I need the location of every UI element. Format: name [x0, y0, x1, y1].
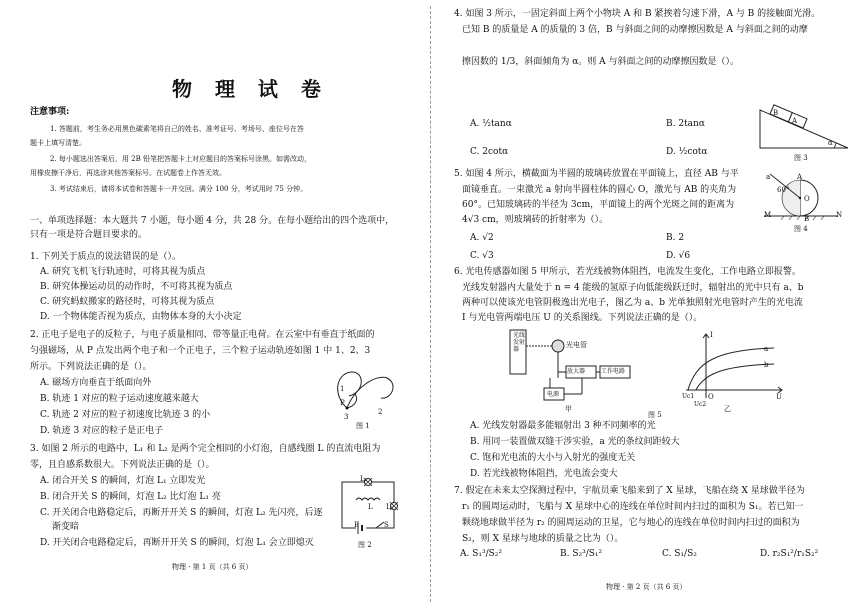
fig1-track-3: 3 [344, 413, 349, 421]
q7-option-a: A. S₁³/S₂² [460, 549, 503, 559]
q6-option-d: D. 若光线被物体阻挡，光电流会变大 [470, 469, 618, 479]
q7-stem: 7. 假定在未来太空探测过程中，宇航员乘飞船来到了 X 星球，飞船在绕 X 星球做半径为 [454, 486, 805, 496]
q3-option-c: C. 开关闭合电路稳定后，再断开开关 S 的瞬间，灯泡 L₂ 先闪亮，后逐 [40, 508, 323, 518]
fig5-sub-yi: 乙 [724, 405, 731, 413]
q5-option-b: B. 2 [666, 233, 685, 243]
q3-stem: 零，且自感系数很大。下列说法正确的是（）。 [30, 460, 215, 470]
q5-stem: 5. 如图 4 所示，横截面为半圆的玻璃砖放置在平面镜上，直径 AB 与平 [454, 169, 739, 179]
q4-stem: 擦因数的 1/3，斜面倾角为 α。则 A 与斜面之间的动摩擦因数是（）。 [462, 57, 740, 67]
fig2-label-s: S [384, 521, 389, 529]
graph-axis-i: I [710, 331, 713, 339]
fig5-workcircuit-label: 工作电路 [601, 368, 626, 375]
q6-stem: 两种可以使该光电管阴极逸出光电子，图乙为 a、b 光单独照射光电管时产生的光电流 [462, 298, 803, 308]
note-line: 2. 每小题选出答案后，用 2B 铅笔把答题卡上对应题目的答案标号涂黑。如需改动， [50, 155, 311, 163]
q7-option-d: D. r₂S₁²/r₁S₂² [760, 549, 819, 559]
graph-curve-b: b [764, 361, 769, 369]
fig5-power-label: 电源 [547, 391, 560, 398]
fig4-label-B: B [804, 215, 810, 223]
q5-option-d: D. √6 [666, 251, 691, 261]
exam-title: 物 理 试 卷 [172, 77, 329, 101]
q2-stem: 2. 正电子是电子的反粒子，与电子质量相同、带等量正电荷。在云室中有垂直于纸面的 [30, 330, 375, 340]
q2-option-d: D. 轨迹 3 对应的粒子是正电子 [40, 426, 164, 436]
q5-option-a: A. √2 [470, 233, 494, 243]
fig3-caption: 图 3 [794, 154, 808, 162]
page-2 [430, 0, 860, 608]
graph-uc1: Uc1 [682, 393, 695, 400]
q4-stem: 4. 如图 3 所示，一固定斜面上两个小物块 A 和 B 紧挨着匀速下滑，A 与 B 的接触面光滑。 [454, 9, 821, 19]
section-heading: 一、单项选择题：本大题共 7 小题，每小题 4 分，共 28 分。在每小题给出的四个选项中， [30, 216, 395, 226]
q4-option-a: A. ½tanα [470, 119, 512, 129]
q5-stem: 4√3 cm，则玻璃砖的折射率为（）。 [462, 215, 609, 225]
note-line: 1. 答题前，考生务必用黑色碳素笔将自己的姓名、准考证号、考场号、座位号在答 [50, 125, 304, 133]
note-line: 用橡皮擦干净后，再选涂其他答案标号。在试题卷上作答无效。 [30, 169, 226, 177]
q4-stem: 已知 B 的质量是 A 的质量的 3 倍，B 与斜面之间的动摩擦因数是 A 与斜面之间的动摩 [462, 25, 808, 35]
q3-option-b: B. 闭合开关 S 的瞬间，灯泡 L₂ 比灯泡 L₁ 亮 [40, 492, 221, 502]
q6-option-c: C. 饱和光电流的大小与入射光的强度无关 [470, 453, 636, 463]
q7-stem: r₁ 的圆周运动时，飞船与 X 星球中心的连线在单位时间内扫过的面积为 S₁。若已知一 [462, 502, 804, 512]
q2-option-a: A. 磁场方向垂直于纸面向外 [40, 378, 152, 388]
fig4-caption: 图 4 [794, 225, 808, 233]
q3-stem: 3. 如图 2 所示的电路中，L₁ 和 L₂ 是两个完全相同的小灯泡，自感线圈 L 的直流电阻为 [30, 444, 381, 454]
fig2-label-l: L [368, 503, 373, 511]
q2-option-c: C. 轨迹 2 对应的粒子初速度比轨迹 3 的小 [40, 410, 211, 420]
q1-option-d: D. 一个物体能否视为质点，由物体本身的大小决定 [40, 312, 242, 322]
fig4-label-angle: 60° [777, 186, 790, 194]
q4-option-c: C. 2cotα [470, 147, 509, 157]
q6-option-a: A. 光线发射器最多能辐射出 3 种不同频率的光 [470, 421, 656, 431]
fig4-label-N: N [836, 211, 843, 219]
q3-option-a: A. 闭合开关 S 的瞬间，灯泡 L₁ 立即发光 [40, 476, 206, 486]
q7-stem: 颗绕地球做半径为 r₂ 的圆周运动的卫星，它与地心的连线在单位时间内扫过的面积为 [462, 518, 800, 528]
q2-stem: 匀强磁场，从 P 点发出两个电子和一个正电子，三个粒子运动轨迹如图 1 中 1、2、3 [30, 346, 371, 356]
fig1-track-1: 1 [340, 385, 345, 393]
fig3-block-b: B [773, 109, 779, 117]
q6-option-b: B. 用同一装置做双缝干涉实验，a 光的条纹间距较大 [470, 437, 680, 447]
q5-option-c: C. √3 [470, 251, 494, 261]
q4-option-b: B. 2tanα [666, 119, 705, 129]
page-footer: 物理 · 第 2 页（共 6 页） [606, 583, 687, 591]
fig5-amplifier-label: 放大器 [567, 368, 586, 375]
fig4-label-A: A [797, 173, 803, 181]
q6-stem: I 与光电管两端电压 U 的关系图线。下列说法正确的是（）。 [462, 313, 703, 323]
q1-option-c: C. 研究蚂蚁搬家的路径时，可将其视为质点 [40, 297, 215, 307]
notes-title: 注意事项: [30, 107, 70, 117]
q3-option-c-cont: 渐变暗 [52, 522, 80, 532]
q1-option-a: A. 研究飞机飞行轨迹时，可将其视为质点 [40, 267, 206, 277]
fig4-label-a: a [766, 173, 771, 181]
fig5-emitter-label: 光线发射器 [513, 332, 526, 353]
graph-origin: O [708, 393, 714, 401]
figure-1-tracks [325, 366, 405, 426]
fig2-label-l1: L₁ [360, 475, 368, 483]
fig5-sub-jia: 甲 [565, 405, 572, 413]
fig2-caption: 图 2 [358, 541, 372, 549]
fig2-label-l2: L₂ [386, 503, 394, 511]
fig4-label-O: O [804, 195, 810, 203]
q7-option-c: C. S₁/S₂ [662, 549, 697, 559]
q7-option-b: B. S₂³/S₁² [560, 549, 603, 559]
note-line: 题卡上填写清楚。 [30, 139, 86, 147]
q7-stem: S₂，则 X 星球与地球的质量之比为（）。 [462, 534, 624, 544]
page-footer: 物理 · 第 1 页（共 6 页） [172, 563, 253, 571]
q2-stem: 所示。下列说法正确的是（）。 [30, 362, 152, 372]
q5-stem: 面镜垂直。一束激光 a 射向半圆柱体的圆心 O，激光与 AB 的夹角为 [462, 185, 737, 195]
fig2-label-e: E [354, 521, 360, 529]
graph-curve-a: a [764, 345, 769, 353]
fig4-label-M: M [764, 211, 772, 219]
q6-stem: 6. 光电传感器如图 5 甲所示，若光线被物体阻挡，电流发生变化，工作电路立即报警。 [454, 267, 801, 277]
fig3-block-a: A [792, 117, 798, 125]
graph-axis-u: U [776, 393, 782, 401]
fig5-phototube-label: 光电管 [566, 341, 587, 349]
q2-option-b: B. 轨迹 1 对应的粒子运动速度越来越大 [40, 394, 199, 404]
fig3-angle: α [828, 139, 833, 147]
q1-option-b: B. 研究体操运动员的动作时，不可将其视为质点 [40, 282, 233, 292]
section-heading: 只有一项是符合题目要求的。 [30, 230, 148, 240]
note-line: 3. 考试结束后，请将本试卷和答题卡一并交回。满分 100 分，考试用时 75 分钟。 [50, 185, 308, 193]
q4-option-d: D. ½cotα [666, 147, 708, 157]
q3-option-d: D. 开关闭合电路稳定后，再断开开关 S 的瞬间，灯泡 L₁ 会立即熄灭 [40, 538, 314, 548]
q5-stem: 60°。已知玻璃砖的半径为 3cm，平面镜上的两个光斑之间的距离为 [462, 200, 735, 210]
q1-stem: 1. 下列关于质点的说法错误的是（）。 [30, 252, 181, 262]
fig1-track-2: 2 [378, 408, 383, 416]
q6-stem: 光线发射器内大量处于 n = 4 能级的氢原子向低能级跃迁时，辐射出的光中只有 a、b [462, 283, 804, 293]
graph-uc2: Uc2 [694, 401, 707, 408]
fig1-caption: 图 1 [356, 422, 370, 430]
fig5-caption: 图 5 [648, 411, 662, 419]
fig1-point-p: P [340, 399, 345, 407]
